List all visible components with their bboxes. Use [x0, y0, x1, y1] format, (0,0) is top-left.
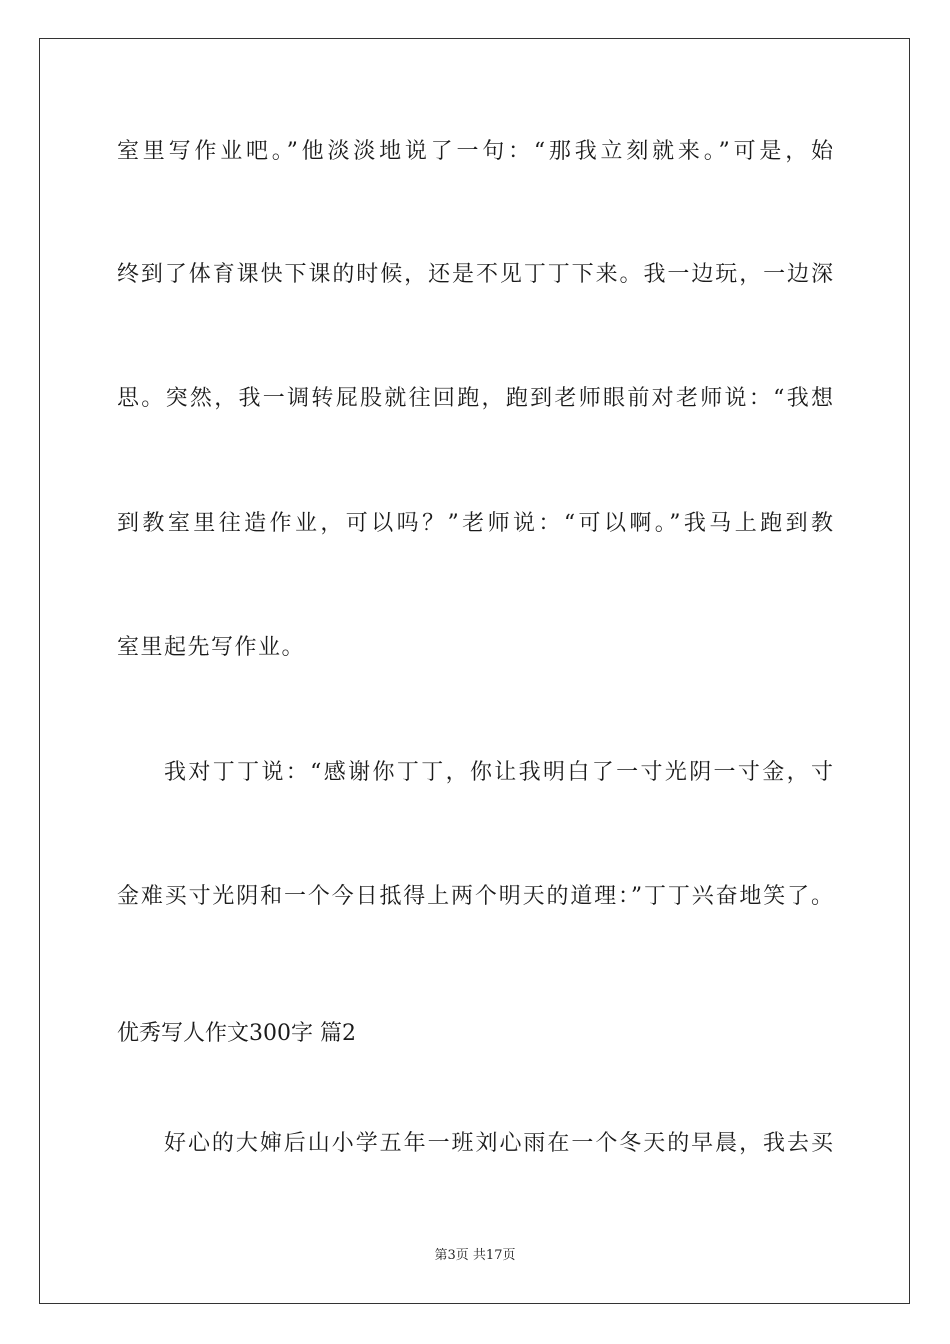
text-line-6: 我对丁丁说：“感谢你丁丁，你让我明白了一寸光阴一寸金，寸 [164, 760, 833, 785]
text-line-8: 好心的大婶后山小学五年一班刘心雨在一个冬天的早晨，我去买 [164, 1131, 833, 1156]
text-line-1: 室里写作业吧。”他淡淡地说了一句：“那我立刻就来。”可是，始 [117, 139, 833, 164]
text-line-3: 思。突然，我一调转屁股就往回跑，跑到老师眼前对老师说：“我想 [117, 386, 833, 411]
text-line-2: 终到了体育课快下课的时候，还是不见丁丁下来。我一边玩，一边深 [117, 262, 833, 287]
page-footer: 第3页 共17页 [434, 1248, 516, 1263]
page-frame [39, 38, 910, 1304]
section-heading: 优秀写人作文300字 篇2 [117, 1021, 356, 1046]
text-line-4: 到教室里往造作业，可以吗？”老师说：“可以啊。”我马上跑到教 [117, 511, 833, 536]
text-line-7: 金难买寸光阴和一个今日抵得上两个明天的道理：”丁丁兴奋地笑了。 [117, 884, 833, 909]
text-line-5: 室里起先写作业。 [117, 635, 306, 660]
